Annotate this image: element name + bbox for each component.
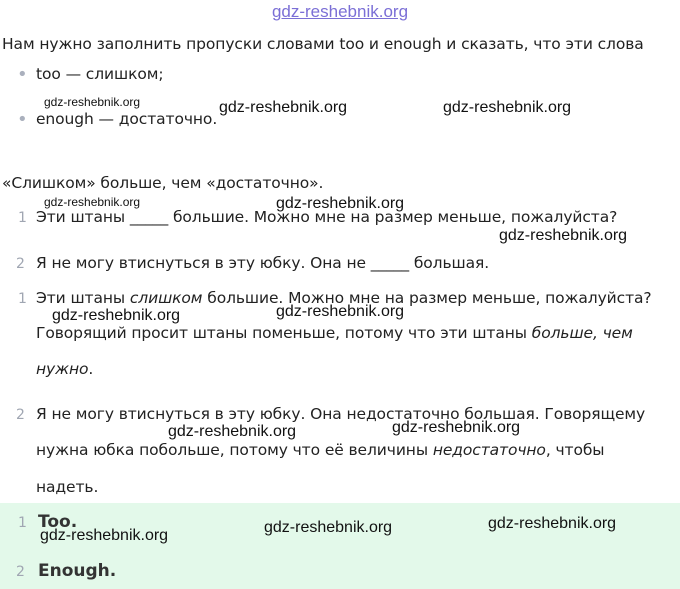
watermark: gdz-reshebnik.org (40, 527, 169, 544)
watermark: gdz-reshebnik.org (443, 99, 572, 116)
watermark: gdz-reshebnik.org (219, 99, 348, 116)
explanation-line: надеть. (36, 478, 99, 496)
site-link[interactable]: gdz-reshebnik.org (271, 2, 409, 21)
exercise-number: 2 (16, 256, 25, 272)
answer-number: 2 (16, 564, 25, 580)
watermark: gdz-reshebnik.org (392, 419, 521, 436)
watermark: gdz-reshebnik.org (44, 195, 141, 209)
explanation-line: нужна юбка побольше, потому что её величины недостаточно, чтобы (36, 441, 605, 459)
exercise-sentence: Эти штаны _____ большие. Можно мне на размер меньше, пожалуйста? (36, 208, 618, 226)
watermark: gdz-reshebnik.org (276, 195, 405, 212)
watermark: gdz-reshebnik.org (264, 519, 393, 536)
definition-too: too — слишком; (36, 65, 164, 83)
exercise-number: 1 (18, 210, 27, 226)
explanation-line: Я не могу втиснуться в эту юбку. Она недостаточно большая. Говорящему (36, 405, 646, 423)
answer-text: Enough. (38, 561, 117, 581)
watermark: gdz-reshebnik.org (276, 303, 405, 320)
exercise-sentence: Я не могу втиснуться в эту юбку. Она не _____ большая. (36, 254, 490, 272)
watermark: gdz-reshebnik.org (44, 95, 141, 109)
watermark: gdz-reshebnik.org (499, 227, 628, 244)
explanation-line: Говорящий просит штаны поменьше, потому что эти штаны больше, чем (36, 324, 633, 342)
explanation-line: Эти штаны слишком большие. Можно мне на размер меньше, пожалуйста? (36, 289, 652, 307)
explanation-line: нужно. (36, 360, 94, 378)
definition-enough: enough — достаточно. (36, 110, 218, 128)
explanation-number: 1 (18, 291, 27, 307)
answer-number: 1 (18, 515, 27, 531)
watermark: gdz-reshebnik.org (488, 515, 617, 532)
bullet-dot-icon: • (17, 64, 28, 85)
bullet-dot-icon: • (17, 109, 28, 130)
answer-text: Too. (38, 512, 78, 532)
watermark: gdz-reshebnik.org (52, 307, 181, 324)
rule-text: «Слишком» больше, чем «достаточно». (2, 174, 324, 192)
explanation-number: 2 (16, 407, 25, 423)
watermark: gdz-reshebnik.org (168, 423, 297, 440)
site-header (0, 0, 680, 26)
intro-text: Нам нужно заполнить пропуски словами too и enough и сказать, что эти слова (2, 35, 644, 53)
